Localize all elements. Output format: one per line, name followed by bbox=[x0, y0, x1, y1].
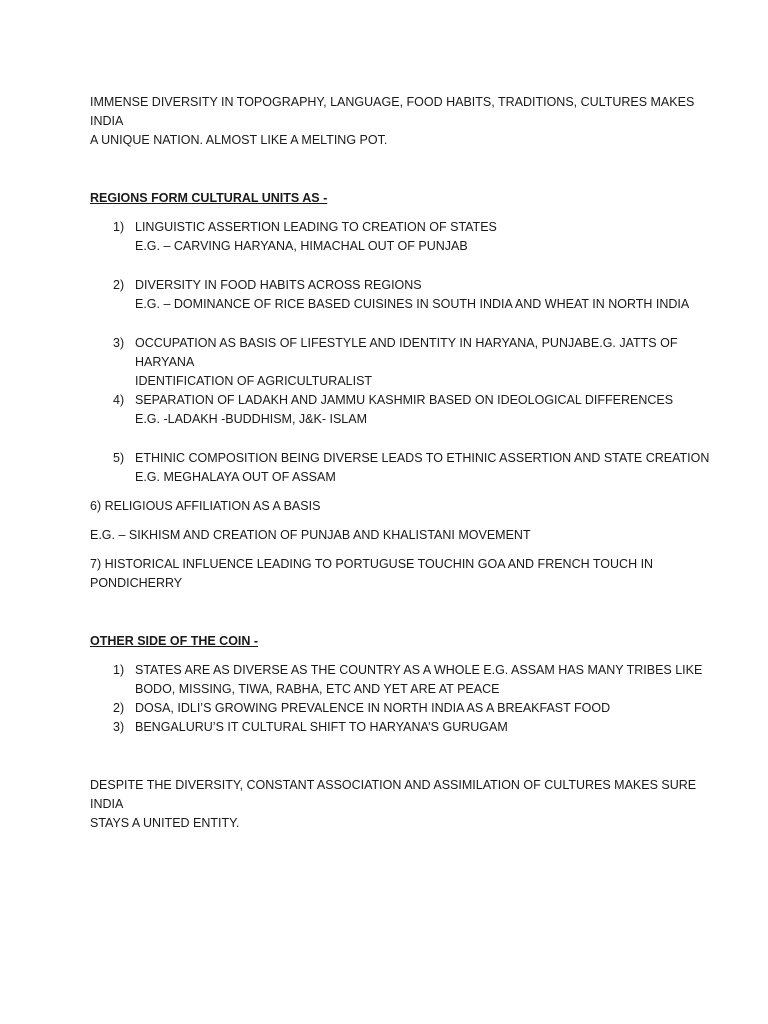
item-text: ETHINIC COMPOSITION BEING DIVERSE LEADS TO ETHINIC ASSERTION AND STATE CREATION bbox=[135, 451, 710, 465]
item-text: DOSA, IDLI’S GROWING PREVALENCE IN NORTH INDIA AS A BREAKFAST FOOD bbox=[135, 701, 611, 715]
item-number: 4) bbox=[113, 393, 125, 407]
regions-list bbox=[90, 218, 730, 487]
regions-heading: REGIONS FORM CULTURAL UNITS AS - bbox=[90, 191, 328, 205]
conclusion-paragraph bbox=[90, 776, 730, 833]
item-number: 2) bbox=[113, 701, 125, 715]
list-item bbox=[90, 218, 730, 256]
list-item bbox=[90, 718, 730, 737]
item-example: E.G. -LADAKH -BUDDHISM, J&K- ISLAM bbox=[135, 412, 367, 426]
intro-line-1: IMMENSE DIVERSITY IN TOPOGRAPHY, LANGUAGE, FOOD HABITS, TRADITIONS, CULTURES MAKES INDIA bbox=[90, 95, 695, 128]
item-text: OCCUPATION AS BASIS OF LIFESTYLE AND IDENTITY IN HARYANA, PUNJABE.G. JATTS OF HARYANA bbox=[135, 336, 678, 369]
item-text: BENGALURU’S IT CULTURAL SHIFT TO HARYANA’S GURUGAM bbox=[135, 720, 508, 734]
list-item bbox=[90, 449, 730, 487]
item-number: 5) bbox=[113, 451, 125, 465]
conclusion-line-2: STAYS A UNITED ENTITY. bbox=[90, 816, 240, 830]
list-item bbox=[90, 276, 730, 314]
item-number: 3) bbox=[113, 336, 125, 350]
item-text: DIVERSITY IN FOOD HABITS ACROSS REGIONS bbox=[135, 278, 422, 292]
item-number: 1) bbox=[113, 663, 125, 677]
item-text: LINGUISTIC ASSERTION LEADING TO CREATION OF STATES bbox=[135, 220, 497, 234]
item-text-continued: BODO, MISSING, TIWA, RABHA, ETC AND YET ARE AT PEACE bbox=[135, 682, 500, 696]
conclusion-line-1: DESPITE THE DIVERSITY, CONSTANT ASSOCIATION AND ASSIMILATION OF CULTURES MAKES SURE INDIA bbox=[90, 778, 697, 811]
list-item bbox=[90, 334, 730, 391]
item-number: 1) bbox=[113, 220, 125, 234]
item-text: STATES ARE AS DIVERSE AS THE COUNTRY AS A WHOLE E.G. ASSAM HAS MANY TRIBES LIKE bbox=[135, 663, 703, 677]
item-example: IDENTIFICATION OF AGRICULTURALIST bbox=[135, 374, 373, 388]
other-side-list bbox=[90, 661, 730, 737]
list-item bbox=[90, 699, 730, 718]
item-number: 3) bbox=[113, 720, 125, 734]
list-item bbox=[90, 391, 730, 429]
list-item bbox=[90, 661, 730, 699]
regions-item-6-example: E.G. – SIKHISM AND CREATION OF PUNJAB AND KHALISTANI MOVEMENT bbox=[90, 528, 531, 542]
item-example: E.G. – DOMINANCE OF RICE BASED CUISINES IN SOUTH INDIA AND WHEAT IN NORTH INDIA bbox=[135, 297, 690, 311]
regions-item-7 bbox=[90, 555, 730, 593]
item-number: 2) bbox=[113, 278, 125, 292]
item-text: SEPARATION OF LADAKH AND JAMMU KASHMIR BASED ON IDEOLOGICAL DIFFERENCES bbox=[135, 393, 674, 407]
item-example: E.G. – CARVING HARYANA, HIMACHAL OUT OF PUNJAB bbox=[135, 239, 468, 253]
regions-item-6: 6) RELIGIOUS AFFILIATION AS A BASIS bbox=[90, 499, 321, 513]
other-side-heading: OTHER SIDE OF THE COIN - bbox=[90, 634, 259, 648]
intro-paragraph bbox=[90, 93, 730, 150]
item-7-line-2: PONDICHERRY bbox=[90, 576, 183, 590]
item-7-line-1: 7) HISTORICAL INFLUENCE LEADING TO PORTUGUSE TOUCHIN GOA AND FRENCH TOUCH IN bbox=[90, 557, 654, 571]
intro-line-2: A UNIQUE NATION. ALMOST LIKE A MELTING POT. bbox=[90, 133, 388, 147]
document-page bbox=[90, 93, 730, 833]
item-example: E.G. MEGHALAYA OUT OF ASSAM bbox=[135, 470, 336, 484]
